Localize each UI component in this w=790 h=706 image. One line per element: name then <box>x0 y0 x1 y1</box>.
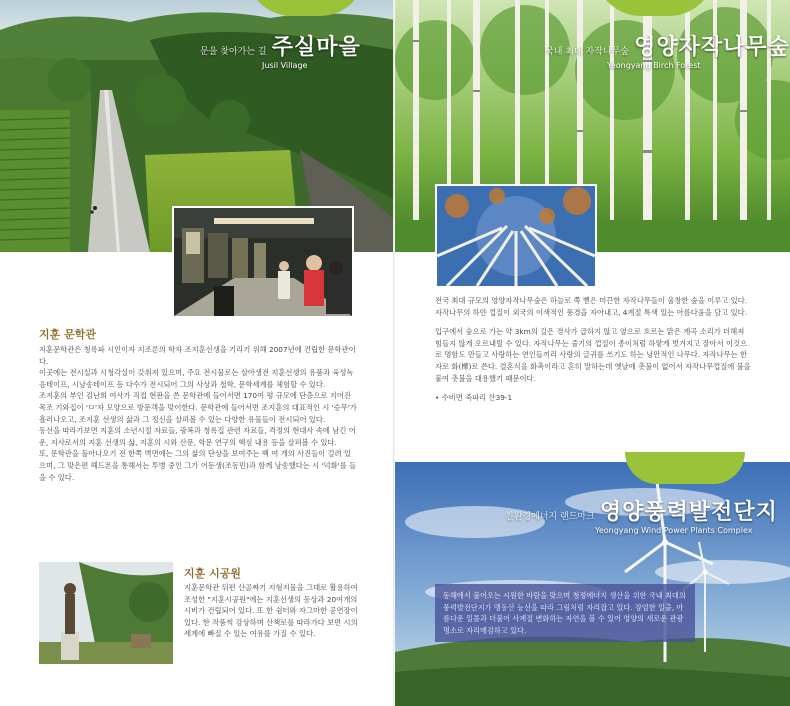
birch-sky-photo <box>435 184 597 288</box>
wind-title-block <box>505 495 778 535</box>
forest-title-block <box>545 30 790 70</box>
village-subtitle: 문을 찾아가는 길 <box>200 47 267 57</box>
museum-paragraph: 지훈문학관은 청록파 시인이자 지조론의 학자 조지훈선생을 기리기 위해 2007년에 건립한 문학관이다. <box>39 345 356 366</box>
museum-paragraph: 또, 문학관을 돌아나오기 전 한쪽 벽면에는 그의 삶의 단상을 보여주는 백 여 개의 사진들이 걸려 있으며, 그 맞은편 헤드폰을 통해서는 투병 중인 그가 어둔생(조동민)과 함께 낭송했다는 시 '넉화'를 들을 수 있다. <box>39 449 357 482</box>
museum-paragraph: 조지훈의 부인 김난희 여사가 직접 현판을 쓴 문학관에 들어서면 170여 평 규모에 단층으로 지어진 목조 기와집이 'ㅁ'자 모양으로 방문객을 맞이한다. 문학관에 들어서면 조지훈의 대표적인 시 '승무'가 흘러나오고, 조지훈 선생의 삶과 그 정신을 살펴볼 수 있는 다양한 유물들이 전시되어 있다. <box>39 391 357 424</box>
park-heading: 지훈 시공원 <box>184 567 241 580</box>
forest-title-en: Yeongyang Birch Forest <box>607 61 701 70</box>
wind-title: 영양풍력발전단지 <box>599 500 778 525</box>
wind-title-en: Yeongyang Wind Power Plants Complex <box>595 526 753 535</box>
wind-description: 동해에서 불어오는 시원한 바람을 맞으며 청정에너지 생산을 위한 국내 최대의 풍력발전단지가 맹동산 능선을 따라 그림처럼 자리잡고 있다. 장엄한 일출, 아름다운 일몰과 더불어 사계절 변화하는 자연을 볼 수 있어 영양의 새로운 관광명소로 자리매김하고 있다. <box>435 584 695 642</box>
museum-paragraph: 동선을 따라가보면 지훈의 소년시절 자료들, 광복과 청록집 관련 자료들, 격정의 현대사 속에 남긴 어운, 지사로서의 지훈 선생의 삶, 지훈의 시와 산문, 학문 연구의 핵심 내용 등을 살펴볼 수 있다. <box>39 426 356 447</box>
village-title-block <box>200 30 361 70</box>
forest-paragraph: 입구에서 숲으로 가는 약 3km의 길은 경사가 급하지 않고 옆으로 흐르는 맑은 계곡 소리가 더해져 힘들지 않게 오르내릴 수 있다. 자작나무는 줄기의 껍질이 종이처럼 하얗게 벗겨지고 잘아서 이것으로 명함도 만들고 사랑하는 연인들끼리 사랑의 글귀를 쓰기도 하는 낭만적인 나무다. 자작나무는 한자로 화(樺)로 쓴다. 결혼식을 화촉이라고 흔히 말하는데 옛날에 촛불이 없어서 자작나무껍질에 불을 붙여 촛불을 대용했기 때문이다. <box>435 327 751 383</box>
museum-interior-photo <box>172 206 354 318</box>
village-title: 주실마을 <box>271 35 361 60</box>
poetry-park-statue-photo <box>39 562 173 664</box>
museum-heading: 지훈 문학관 <box>39 328 96 341</box>
wind-subtitle: 친환경에너지 랜드마크 <box>505 512 595 522</box>
forest-description <box>435 295 753 404</box>
village-title-en: Jusil Village <box>262 61 308 70</box>
museum-description <box>39 344 357 483</box>
park-description: 지훈문학관 뒤편 산골짜기 지형지물을 그대로 활용하여 조성한 "지훈시공원"에는 지훈선생의 동상과 20여개의 시비가 건립되어 있다. 또 한 쉼터와 자그마한 공연장이 있다. 한 작품씩 감상하며 산책로를 따라가다 보면 시의 세계에 빠질 수 있는 여유를 가질 수 있다. <box>184 583 358 639</box>
green-leaf-decoration <box>625 452 745 484</box>
right-page <box>395 0 790 706</box>
forest-subtitle: 국내 최대 자작나무숲 <box>545 47 629 57</box>
forest-address: • 수비면 죽파리 산39-1 <box>435 393 513 403</box>
forest-paragraph: 전국 최대 규모의 영양자작나무숲은 하늘로 쭉 뻗은 미끈한 자작나무들이 울창한 숲을 이루고 있다. 자작나무의 하얀 껍질이 외국의 이색적인 풍경을 자아내고, 4계절 특색 있는 아름다움을 담고 있다. <box>435 296 748 317</box>
forest-title: 영양자작나무숲 <box>634 35 790 60</box>
museum-paragraph: 이곳에는 전시실과 시청각실이 갖춰져 있으며, 주요 전시물로는 살아생전 지훈선생의 유품과 육성녹음테이프, 시낭송테이프 등 다수가 전시되어 그의 사상과 철학, 문학세계를 체험할 수 있다. <box>39 368 354 389</box>
